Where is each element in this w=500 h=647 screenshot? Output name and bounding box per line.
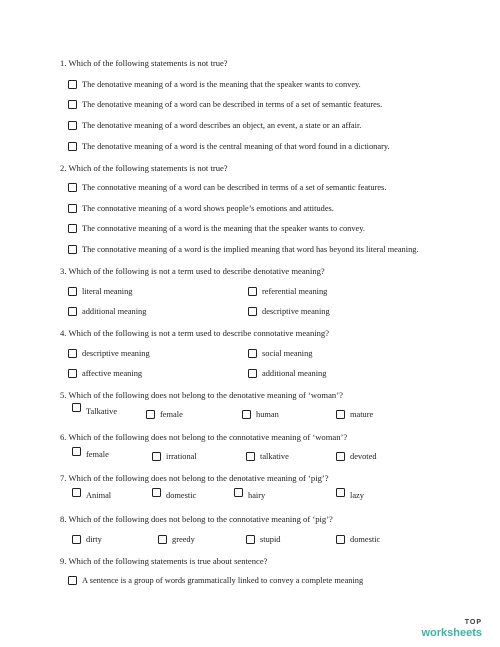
checkbox[interactable] bbox=[152, 452, 161, 461]
q4-option-c[interactable]: affective meaning bbox=[68, 369, 142, 378]
checkbox[interactable] bbox=[72, 488, 81, 497]
checkbox[interactable] bbox=[68, 80, 77, 89]
question-5: 5. Which of the following does not belong to the denotative meaning of ‘woman’? bbox=[60, 390, 343, 400]
q6-option-d[interactable]: devoted bbox=[336, 452, 377, 461]
q6-option-b[interactable]: irrational bbox=[152, 452, 197, 461]
checkbox[interactable] bbox=[336, 410, 345, 419]
q4-option-b[interactable]: social meaning bbox=[248, 349, 312, 358]
q7-option-c[interactable]: hairy bbox=[234, 491, 265, 500]
logo-name-text: worksheets bbox=[421, 627, 482, 639]
checkbox[interactable] bbox=[248, 287, 257, 296]
q2-option-a[interactable]: The connotative meaning of a word can be described in terms of a set of semantic features. bbox=[68, 183, 386, 192]
checkbox[interactable] bbox=[248, 307, 257, 316]
checkbox[interactable] bbox=[68, 224, 77, 233]
q5-option-b[interactable]: female bbox=[146, 410, 183, 419]
q5-option-d[interactable]: mature bbox=[336, 410, 373, 419]
q7-option-b[interactable]: domestic bbox=[152, 491, 196, 500]
checkbox[interactable] bbox=[146, 410, 155, 419]
q6-option-a[interactable]: female bbox=[72, 450, 109, 459]
question-1: 1. Which of the following statements is not true? bbox=[60, 58, 228, 68]
question-8: 8. Which of the following does not belong to the connotative meaning of ‘pig’? bbox=[60, 514, 333, 524]
checkbox[interactable] bbox=[72, 403, 81, 412]
q8-option-c[interactable]: stupid bbox=[246, 535, 280, 544]
checkbox[interactable] bbox=[336, 452, 345, 461]
q2-option-b[interactable]: The connotative meaning of a word shows people’s emotions and attitudes. bbox=[68, 204, 334, 213]
q4-option-d[interactable]: additional meaning bbox=[248, 369, 326, 378]
q7-option-a[interactable]: Animal bbox=[72, 491, 111, 500]
checkbox[interactable] bbox=[246, 452, 255, 461]
question-6: 6. Which of the following does not belong to the connotative meaning of ‘woman’? bbox=[60, 432, 348, 442]
checkbox[interactable] bbox=[72, 535, 81, 544]
question-4: 4. Which of the following is not a term used to describe connotative meaning? bbox=[60, 328, 330, 338]
checkbox[interactable] bbox=[68, 287, 77, 296]
checkbox[interactable] bbox=[68, 204, 77, 213]
q1-option-c[interactable]: The denotative meaning of a word describes an object, an event, a state or an affair. bbox=[68, 121, 361, 130]
checkbox[interactable] bbox=[68, 245, 77, 254]
checkbox[interactable] bbox=[68, 307, 77, 316]
checkbox[interactable] bbox=[72, 447, 81, 456]
checkbox[interactable] bbox=[158, 535, 167, 544]
q5-option-a[interactable]: Talkative bbox=[72, 407, 117, 416]
q8-option-a[interactable]: dirty bbox=[72, 535, 102, 544]
question-2: 2. Which of the following statements is not true? bbox=[60, 163, 228, 173]
q8-option-b[interactable]: greedy bbox=[158, 535, 195, 544]
q1-option-a[interactable]: The denotative meaning of a word is the meaning that the speaker wants to convey. bbox=[68, 80, 361, 89]
q2-option-c[interactable]: The connotative meaning of a word is the meaning that the speaker wants to convey. bbox=[68, 224, 365, 233]
checkbox[interactable] bbox=[246, 535, 255, 544]
q4-option-a[interactable]: descriptive meaning bbox=[68, 349, 150, 358]
question-9: 9. Which of the following statements is true about sentence? bbox=[60, 556, 268, 566]
q9-option-a[interactable]: A sentence is a group of words grammatically linked to convey a complete meaning bbox=[68, 576, 363, 585]
q1-option-d[interactable]: The denotative meaning of a word is the central meaning of that word found in a dictionary. bbox=[68, 142, 390, 151]
q3-option-b[interactable]: referential meaning bbox=[248, 287, 327, 296]
checkbox[interactable] bbox=[152, 488, 161, 497]
checkbox[interactable] bbox=[248, 349, 257, 358]
checkbox[interactable] bbox=[68, 100, 77, 109]
question-7: 7. Which of the following does not belong to the denotative meaning of ‘pig’? bbox=[60, 473, 329, 483]
checkbox[interactable] bbox=[68, 142, 77, 151]
q8-option-d[interactable]: domestic bbox=[336, 535, 380, 544]
checkbox[interactable] bbox=[336, 488, 345, 497]
q6-option-c[interactable]: talkative bbox=[246, 452, 289, 461]
checkbox[interactable] bbox=[242, 410, 251, 419]
checkbox[interactable] bbox=[68, 576, 77, 585]
q3-option-d[interactable]: descriptive meaning bbox=[248, 307, 330, 316]
q7-option-d[interactable]: lazy bbox=[336, 491, 364, 500]
checkbox[interactable] bbox=[336, 535, 345, 544]
q5-option-c[interactable]: human bbox=[242, 410, 279, 419]
checkbox[interactable] bbox=[68, 121, 77, 130]
question-3: 3. Which of the following is not a term used to describe denotative meaning? bbox=[60, 266, 325, 276]
topworksheets-logo bbox=[421, 619, 482, 639]
q2-option-d[interactable]: The connotative meaning of a word is the implied meaning that word has beyond its literal meaning. bbox=[68, 245, 419, 254]
q3-option-a[interactable]: literal meaning bbox=[68, 287, 132, 296]
checkbox[interactable] bbox=[68, 369, 77, 378]
q3-option-c[interactable]: additional meaning bbox=[68, 307, 146, 316]
q1-option-b[interactable]: The denotative meaning of a word can be described in terms of a set of semantic features. bbox=[68, 100, 382, 109]
logo-top-text: TOP bbox=[464, 619, 482, 626]
checkbox[interactable] bbox=[234, 488, 243, 497]
checkbox[interactable] bbox=[248, 369, 257, 378]
checkbox[interactable] bbox=[68, 349, 77, 358]
checkbox[interactable] bbox=[68, 183, 77, 192]
